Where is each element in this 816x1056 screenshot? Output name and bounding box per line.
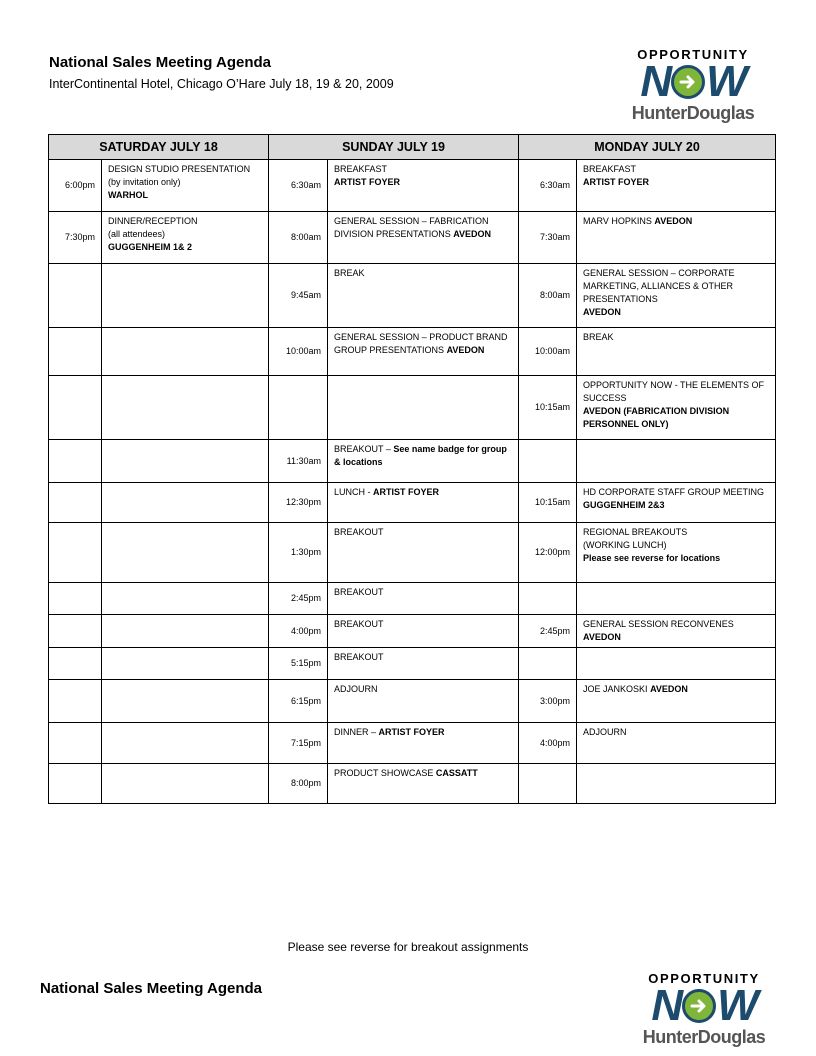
sun-time-cell: 10:00am <box>269 328 328 376</box>
agenda-row <box>49 723 776 764</box>
event-location: CASSATT <box>435 768 478 778</box>
sun-time-cell: 12:30pm <box>269 483 328 523</box>
event-line <box>108 176 262 189</box>
column-header-sunday: SUNDAY JULY 19 <box>269 135 519 160</box>
event-text: ADJOURN <box>583 727 627 737</box>
event-line <box>583 267 769 280</box>
sun-event-cell <box>328 264 519 328</box>
mon-event-cell <box>577 680 776 723</box>
event-text: BREAKFAST <box>334 164 388 174</box>
event-text: DINNER – <box>334 727 377 737</box>
event-line <box>334 443 512 456</box>
mon-event-cell <box>577 523 776 583</box>
logo-letter-w: W <box>706 57 746 106</box>
agenda-row <box>49 328 776 376</box>
sat-time-cell <box>49 523 102 583</box>
sat-event-cell <box>102 160 269 212</box>
sat-time-cell <box>49 723 102 764</box>
event-line <box>583 726 769 739</box>
mon-time-cell <box>519 583 577 615</box>
event-line <box>334 344 512 357</box>
logo-opportunity-text: OPPORTUNITY <box>648 971 760 986</box>
event-text: SUCCESS <box>583 393 627 403</box>
sun-time-cell: 8:00pm <box>269 764 328 804</box>
mon-time-cell: 2:45pm <box>519 615 577 648</box>
event-line <box>334 228 512 241</box>
event-text: PRODUCT SHOWCASE <box>334 768 434 778</box>
mon-event-cell <box>577 723 776 764</box>
sun-time-cell <box>269 376 328 440</box>
event-location-line <box>583 418 769 431</box>
event-text: DIVISION PRESENTATIONS <box>334 229 451 239</box>
sun-event-cell <box>328 723 519 764</box>
breakout-note: Please see reverse for breakout assignments <box>287 940 529 954</box>
mon-event-cell <box>577 615 776 648</box>
sun-time-cell: 8:00am <box>269 212 328 264</box>
sun-time-cell: 1:30pm <box>269 523 328 583</box>
sat-event-cell <box>102 376 269 440</box>
sun-event-cell <box>328 523 519 583</box>
agenda-row <box>49 376 776 440</box>
event-line <box>334 163 512 176</box>
event-text: BREAKOUT <box>334 527 384 537</box>
sat-event-cell <box>102 328 269 376</box>
sat-time-cell <box>49 615 102 648</box>
event-location: Please see reverse for locations <box>583 553 721 563</box>
event-line <box>108 163 262 176</box>
agenda-row <box>49 523 776 583</box>
event-text: HD CORPORATE STAFF GROUP MEETING <box>583 487 765 497</box>
opportunity-now-logo-bottom <box>641 972 767 1047</box>
arrow-right-icon <box>671 65 705 99</box>
mon-event-cell <box>577 440 776 483</box>
event-location-line <box>583 499 769 512</box>
event-text: GROUP PRESENTATIONS <box>334 345 445 355</box>
sat-event-cell <box>102 523 269 583</box>
sat-event-cell <box>102 583 269 615</box>
event-line <box>334 683 512 696</box>
sat-time-cell <box>49 648 102 680</box>
event-text: DESIGN STUDIO PRESENTATION <box>108 164 251 174</box>
agenda-row <box>49 764 776 804</box>
sun-time-cell: 9:45am <box>269 264 328 328</box>
mon-event-cell <box>577 376 776 440</box>
sun-event-cell <box>328 615 519 648</box>
mon-time-cell: 10:00am <box>519 328 577 376</box>
event-line <box>334 618 512 631</box>
agenda-table <box>48 134 776 804</box>
event-line <box>583 526 769 539</box>
logo-now-mark <box>641 981 767 1030</box>
event-text: PRESENTATIONS <box>583 294 658 304</box>
event-location: AVEDON <box>650 684 688 694</box>
sat-event-cell <box>102 212 269 264</box>
event-location-line <box>583 176 769 189</box>
event-line <box>583 331 769 344</box>
sun-event-cell <box>328 440 519 483</box>
event-location: ARTIST FOYER <box>334 177 401 187</box>
event-location: GUGGENHEIM 2&3 <box>583 500 665 510</box>
event-line <box>583 215 769 228</box>
agenda-row <box>49 615 776 648</box>
event-location: AVEDON <box>583 632 621 642</box>
sun-time-cell: 6:30am <box>269 160 328 212</box>
event-location-line <box>583 552 769 565</box>
mon-event-cell <box>577 483 776 523</box>
event-text: BREAK <box>334 268 365 278</box>
event-text: ADJOURN <box>334 684 378 694</box>
sat-event-cell <box>102 615 269 648</box>
sat-time-cell <box>49 764 102 804</box>
mon-event-cell <box>577 212 776 264</box>
mon-time-cell: 7:30am <box>519 212 577 264</box>
mon-time-cell: 8:00am <box>519 264 577 328</box>
logo-letter-w: W <box>717 981 757 1030</box>
event-location-line <box>583 306 769 319</box>
event-text: GENERAL SESSION – PRODUCT BRAND <box>334 332 508 342</box>
logo-letter-n: N <box>640 57 671 106</box>
event-location-line <box>108 241 262 254</box>
sun-event-cell <box>328 160 519 212</box>
mon-time-cell: 12:00pm <box>519 523 577 583</box>
event-text: BREAKOUT – <box>334 444 391 454</box>
event-location: AVEDON <box>654 216 693 226</box>
event-location: AVEDON (FABRICATION DIVISION <box>583 406 730 416</box>
mon-event-cell <box>577 160 776 212</box>
mon-time-cell: 4:00pm <box>519 723 577 764</box>
page-title: National Sales Meeting Agenda <box>49 54 271 71</box>
event-line <box>583 618 769 644</box>
event-text: (all attendees) <box>108 229 166 239</box>
event-line <box>334 486 512 499</box>
sat-event-cell <box>102 723 269 764</box>
mon-time-cell <box>519 648 577 680</box>
event-location: PERSONNEL ONLY) <box>583 419 669 429</box>
footer-title: National Sales Meeting Agenda <box>40 980 262 997</box>
mon-event-cell <box>577 328 776 376</box>
event-line <box>334 215 512 228</box>
sun-event-cell <box>328 648 519 680</box>
sun-time-cell: 7:15pm <box>269 723 328 764</box>
event-line <box>334 726 512 739</box>
sat-time-cell <box>49 483 102 523</box>
sun-event-cell <box>328 376 519 440</box>
event-location: AVEDON <box>446 345 485 355</box>
logo-brand-text: HunterDouglas <box>631 103 755 123</box>
logo-opportunity-text: OPPORTUNITY <box>637 47 749 62</box>
event-location: AVEDON <box>583 307 621 317</box>
event-text: (WORKING LUNCH) <box>583 540 667 550</box>
event-text: LUNCH - <box>334 487 371 497</box>
event-location: & locations <box>334 457 383 467</box>
logo-letter-n: N <box>651 981 682 1030</box>
sun-time-cell: 6:15pm <box>269 680 328 723</box>
mon-event-cell <box>577 264 776 328</box>
mon-time-cell <box>519 440 577 483</box>
sat-time-cell: 6:00pm <box>49 160 102 212</box>
mon-event-cell <box>577 583 776 615</box>
sat-time-cell <box>49 264 102 328</box>
sat-time-cell <box>49 680 102 723</box>
event-location: See name badge for group <box>393 444 507 454</box>
event-text: GENERAL SESSION RECONVENES <box>583 619 734 629</box>
event-line <box>334 267 512 280</box>
event-location: ARTIST FOYER <box>583 177 650 187</box>
sat-event-cell <box>102 764 269 804</box>
sun-time-cell: 5:15pm <box>269 648 328 680</box>
sun-event-cell <box>328 328 519 376</box>
agenda-row <box>49 680 776 723</box>
event-location-line <box>334 176 512 189</box>
event-line <box>583 163 769 176</box>
mon-time-cell: 10:15am <box>519 376 577 440</box>
sat-event-cell <box>102 264 269 328</box>
event-location-line <box>583 405 769 418</box>
agenda-row <box>49 583 776 615</box>
sun-time-cell: 4:00pm <box>269 615 328 648</box>
event-text: BREAKOUT <box>334 652 384 662</box>
agenda-header-row <box>49 135 776 160</box>
event-text: BREAKOUT <box>334 619 384 629</box>
sat-time-cell <box>49 376 102 440</box>
agenda-row <box>49 440 776 483</box>
column-header-saturday: SATURDAY JULY 18 <box>49 135 269 160</box>
event-text: GENERAL SESSION – CORPORATE <box>583 268 735 278</box>
agenda-row <box>49 264 776 328</box>
mon-time-cell <box>519 764 577 804</box>
sat-event-cell <box>102 648 269 680</box>
event-line <box>334 331 512 344</box>
event-text: JOE JANKOSKI <box>583 684 648 694</box>
event-line <box>108 215 262 228</box>
event-text: GENERAL SESSION – FABRICATION <box>334 216 489 226</box>
agenda-row <box>49 212 776 264</box>
opportunity-now-logo-top <box>630 48 756 123</box>
sat-event-cell <box>102 440 269 483</box>
event-line <box>583 683 769 696</box>
sat-time-cell <box>49 440 102 483</box>
sat-time-cell <box>49 328 102 376</box>
event-location-line <box>334 456 512 469</box>
event-text: BREAK <box>583 332 614 342</box>
sun-time-cell: 2:45pm <box>269 583 328 615</box>
sun-event-cell <box>328 764 519 804</box>
event-line <box>583 293 769 306</box>
mon-event-cell <box>577 764 776 804</box>
sun-time-cell: 11:30am <box>269 440 328 483</box>
agenda-row <box>49 483 776 523</box>
agenda-row <box>49 160 776 212</box>
mon-time-cell: 3:00pm <box>519 680 577 723</box>
event-text: (by invitation only) <box>108 177 181 187</box>
event-location: ARTIST FOYER <box>373 487 440 497</box>
event-location: ARTIST FOYER <box>378 727 445 737</box>
sun-event-cell <box>328 680 519 723</box>
event-line <box>583 379 769 392</box>
event-location: WARHOL <box>108 190 148 200</box>
sun-event-cell <box>328 212 519 264</box>
event-text: REGIONAL BREAKOUTS <box>583 527 688 537</box>
event-line <box>583 486 769 499</box>
logo-now-mark <box>630 57 756 106</box>
arrow-right-icon <box>682 989 716 1023</box>
sat-event-cell <box>102 483 269 523</box>
event-text: MARV HOPKINS <box>583 216 652 226</box>
event-line <box>334 586 512 599</box>
event-line <box>334 526 512 539</box>
mon-time-cell: 6:30am <box>519 160 577 212</box>
event-text: BREAKFAST <box>583 164 637 174</box>
agenda-row <box>49 648 776 680</box>
event-line <box>583 539 769 552</box>
logo-brand-text: HunterDouglas <box>642 1027 766 1047</box>
sun-event-cell <box>328 583 519 615</box>
event-line <box>583 392 769 405</box>
event-text: MARKETING, ALLIANCES & OTHER <box>583 281 734 291</box>
sun-event-cell <box>328 483 519 523</box>
event-location: AVEDON <box>453 229 492 239</box>
event-line <box>108 228 262 241</box>
event-location: GUGGENHEIM 1& 2 <box>108 242 193 252</box>
agenda-body <box>49 160 776 804</box>
mon-time-cell: 10:15am <box>519 483 577 523</box>
sat-event-cell <box>102 680 269 723</box>
sat-time-cell <box>49 583 102 615</box>
event-line <box>334 651 512 664</box>
event-text: BREAKOUT <box>334 587 384 597</box>
column-header-monday: MONDAY JULY 20 <box>519 135 776 160</box>
mon-event-cell <box>577 648 776 680</box>
event-location-line <box>108 189 262 202</box>
sat-time-cell: 7:30pm <box>49 212 102 264</box>
event-text: OPPORTUNITY NOW - THE ELEMENTS OF <box>583 380 765 390</box>
event-line <box>583 280 769 293</box>
event-line <box>334 767 512 780</box>
page-subtitle: InterContinental Hotel, Chicago O’Hare July 18, 19 & 20, 2009 <box>49 77 394 91</box>
event-text: DINNER/RECEPTION <box>108 216 198 226</box>
